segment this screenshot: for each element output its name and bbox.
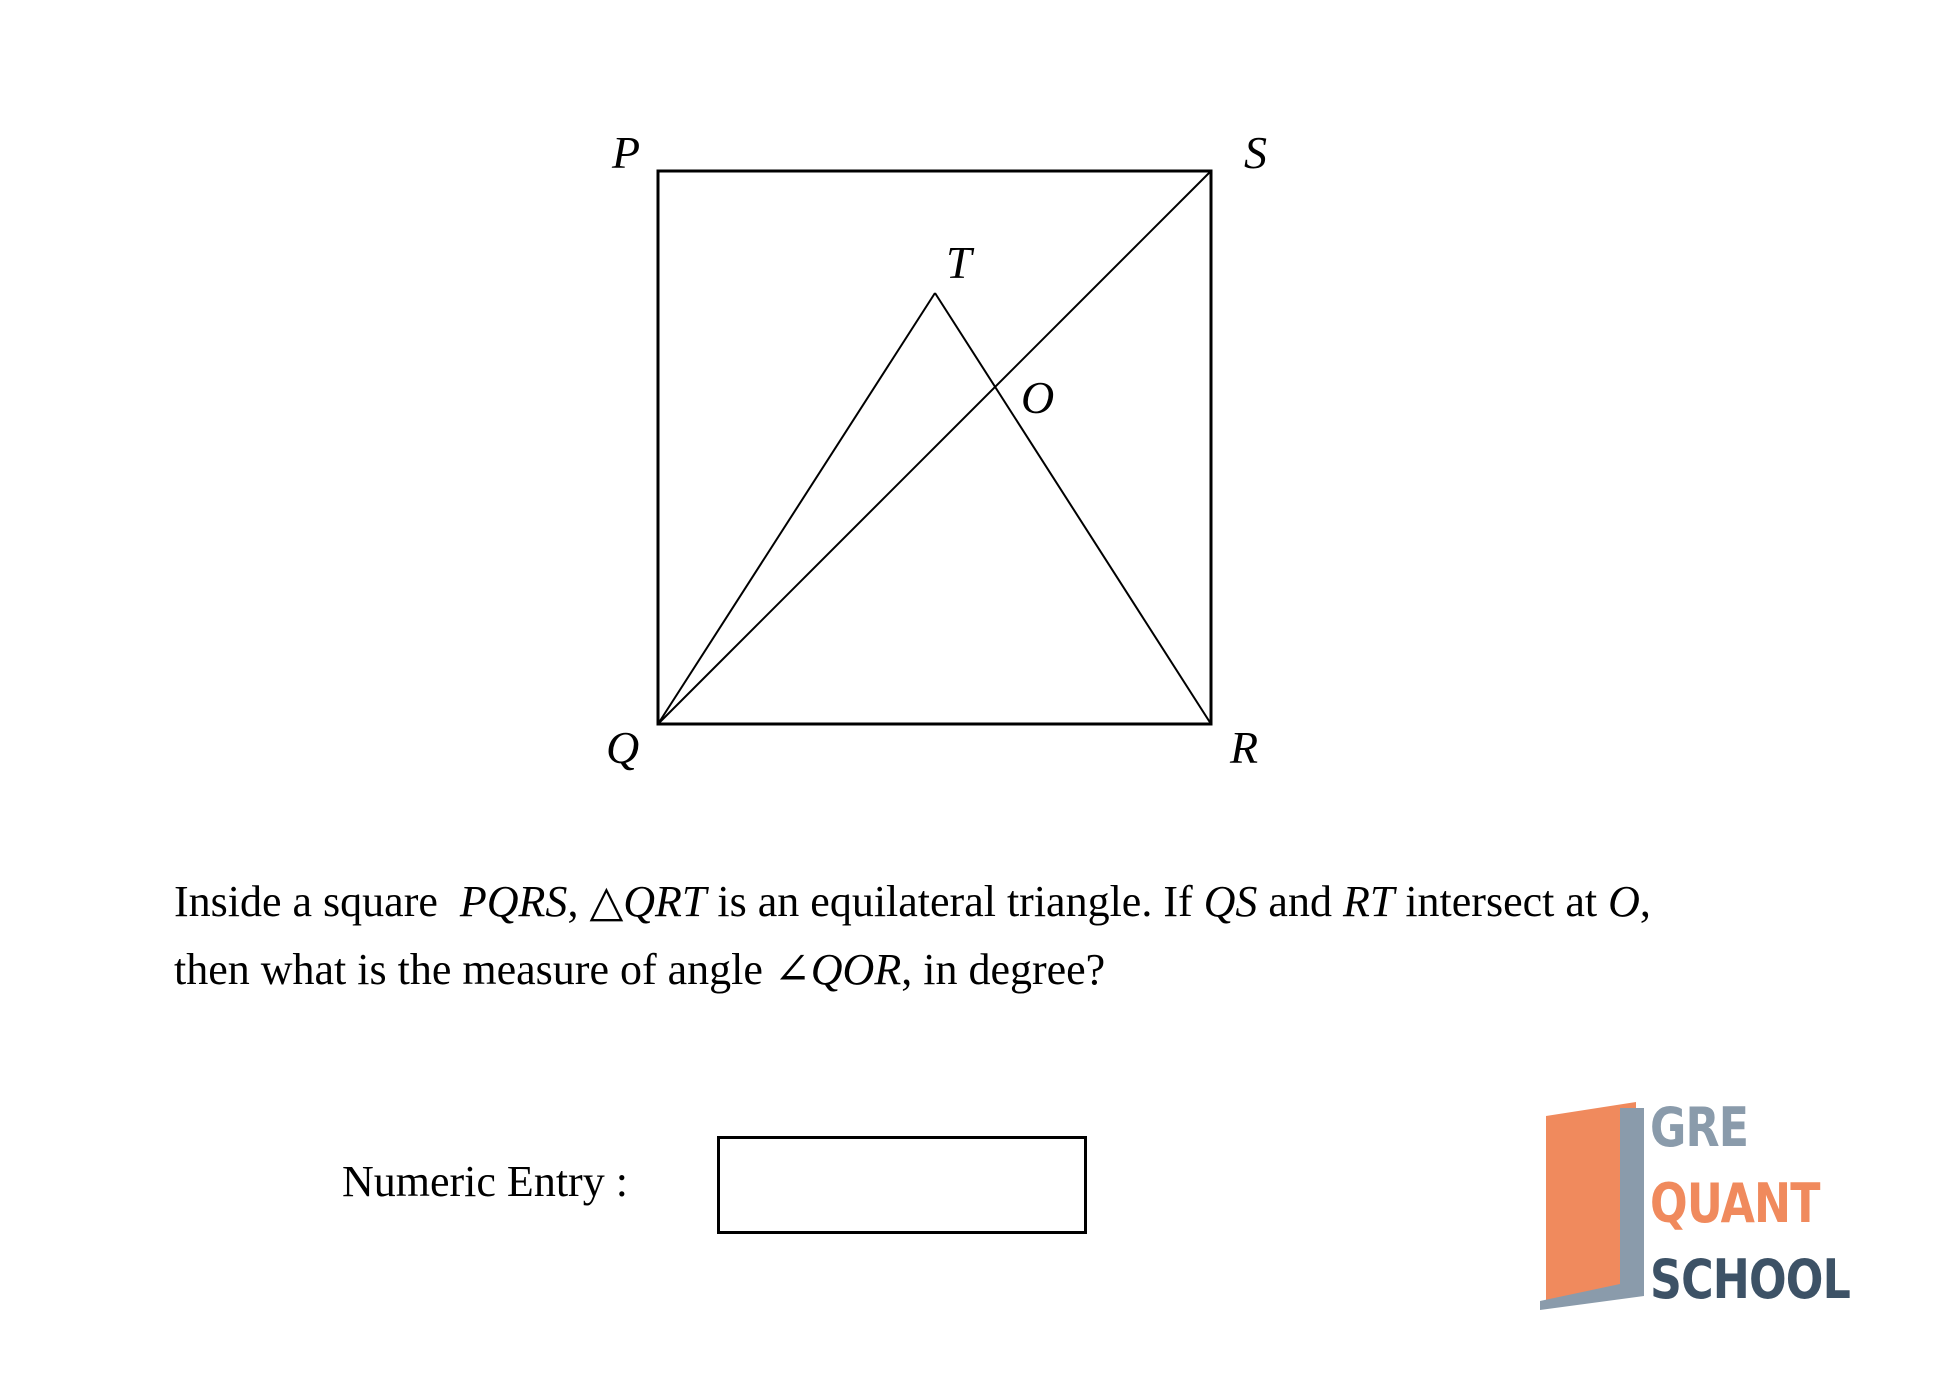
question-line-1	[174, 868, 1814, 936]
question-text-segment: is an equilateral triangle. If	[706, 877, 1204, 926]
vertex-label-r: R	[1230, 722, 1259, 773]
numeric-entry-input[interactable]	[717, 1136, 1087, 1234]
segment-qt	[658, 293, 935, 724]
vertex-label-s: S	[1244, 127, 1267, 178]
vertex-label-q: Q	[606, 722, 640, 773]
triangle-name: QRT	[623, 877, 707, 926]
square-name: PQRS	[459, 877, 568, 926]
point-name-o: O	[1608, 877, 1640, 926]
diagonal-qs	[658, 171, 1211, 724]
question-text-segment: , in degree?	[901, 945, 1106, 994]
logo-text-gre: GRE	[1650, 1096, 1749, 1159]
logo-text-quant: QUANT	[1650, 1172, 1820, 1235]
segment-name-qs: QS	[1203, 877, 1258, 926]
segment-name-rt: RT	[1342, 877, 1395, 926]
logo-text-school: SCHOOL	[1650, 1248, 1851, 1311]
question-line-2	[174, 936, 1814, 1004]
question-text-segment: ,	[1639, 877, 1651, 926]
vertex-label-p: P	[612, 127, 641, 178]
question-text-segment: then what is the measure of angle ∠	[174, 945, 811, 994]
segment-tr	[935, 293, 1211, 724]
vertex-label-o: O	[1021, 372, 1055, 423]
question-text-segment: intersect at	[1394, 877, 1609, 926]
question-text-segment: Inside a square	[174, 877, 449, 926]
vertex-label-t: T	[946, 237, 972, 288]
gre-quant-school-logo	[1538, 1096, 1851, 1316]
book-icon	[1538, 1096, 1648, 1316]
numeric-entry-label: Numeric Entry :	[342, 1157, 628, 1206]
angle-name: QOR	[810, 945, 902, 994]
question-text-segment: , △	[567, 877, 624, 926]
question-text	[174, 868, 1814, 1004]
question-text-segment: and	[1257, 877, 1343, 926]
